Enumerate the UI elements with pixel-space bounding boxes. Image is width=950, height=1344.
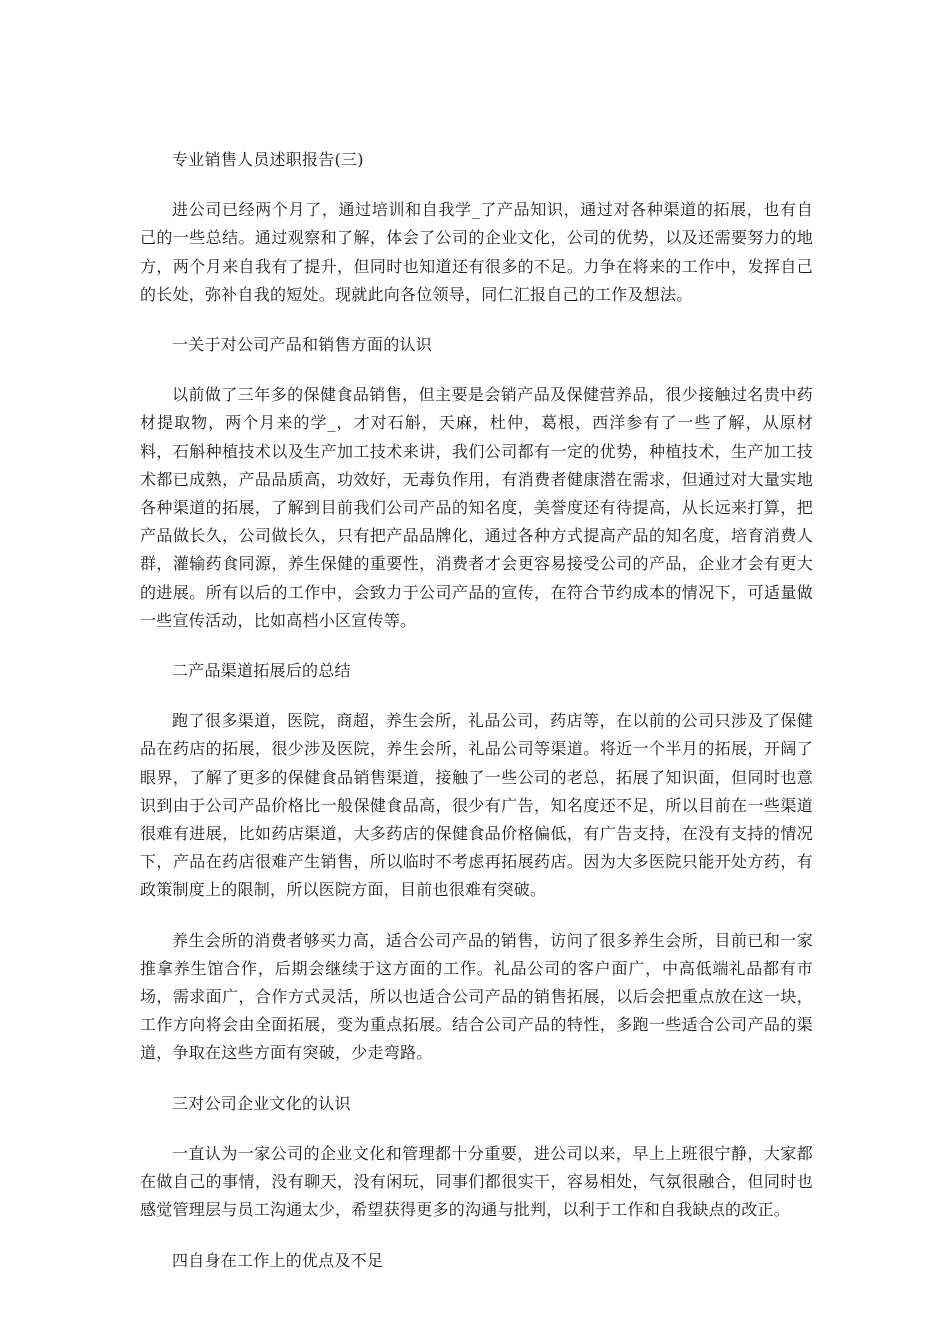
section-1-paragraph: 以前做了三年多的保健食品销售，但主要是会销产品及保健营养品，很少接触过名贵中药材提取物，两个月来的学_，才对石斛，天麻，杜仲，葛根，西洋参有了一些了解，从原材料，石斛种植技术以及生产加工技术来讲，我们公司都有一定的优势，种植技术，生产加工技术都已成熟，产品品质高，功效好，无毒负作用，有消费者健康潜在需求，但通过对大量实地各种渠道的拓展，了解到目前我们公司产品的知名度，美誉度还有待提高，从长远来打算，把产品做长久，公司做长久，只有把产品品牌化，通过各种方式提高产品的知名度，培育消费人群，灌输药食同源，养生保健的重要性，消费者才会更容易接受公司的产品，企业才会有更大的进展。所有以后的工作中，会致力于公司产品的宣传，在符合节约成本的情况下，可适量做一些宣传活动，比如高档小区宣传等。: [140, 385, 813, 630]
document-body: [140, 146, 813, 1275]
section-heading-3: 三对公司企业文化的认识: [172, 1093, 351, 1113]
section-heading-1: 一关于对公司产品和销售方面的认识: [172, 335, 433, 355]
section-3-paragraph: 一直认为一家公司的企业文化和管理都十分重要，进公司以来，早上上班很宁静，大家都在做自己的事情，没有聊天，没有闲玩，同事们都很实干，容易相处，气氛很融合，但同时也感觉管理层与员工沟通太少，希望获得更多的沟通与批判，以利于工作和自我缺点的改正。: [140, 1143, 813, 1220]
section-2-paragraph-1: 跑了很多渠道，医院，商超，养生会所，礼品公司，药店等，在以前的公司只涉及了保健品在药店的拓展，很少涉及医院，养生会所，礼品公司等渠道。将近一个半月的拓展，开阔了眼界，了解了更多的保健食品销售渠道，接触了一些公司的老总，拓展了知识面，但同时也意识到由于公司产品价格比一般保健食品高，很少有广告，知名度还不足，所以目前在一些渠道很难有进展，比如药店渠道，大多药店的保健食品价格偏低，有广告支持，在没有支持的情况下，产品在药店很难产生销售，所以临时不考虑再拓展药店。因为大多医院只能开处方药，有政策制度上的限制，所以医院方面，目前也很难有突破。: [140, 711, 813, 900]
section-heading-4: 四自身在工作上的优点及不足: [172, 1250, 384, 1270]
intro-paragraph: 进公司已经两个月了，通过培训和自我学_了产品知识，通过对各种渠道的拓展，也有自己的一些总结。通过观察和了解，体会了公司的企业文化，公司的优势，以及还需要努力的地方，两个月来自我有了提升，但同时也知道还有很多的不足。力争在将来的工作中，发挥自己的长处，弥补自我的短处。现就此向各位领导，同仁汇报自己的工作及想法。: [140, 200, 813, 304]
section-2-paragraph-2: 养生会所的消费者够买力高，适合公司产品的销售，访问了很多养生会所，目前已和一家推拿养生馆合作，后期会继续于这方面的工作。礼品公司的客户面广，中高低端礼品都有市场，需求面广，合作方式灵活，所以也适合公司产品的销售拓展，以后会把重点放在这一块，工作方向将会由全面拓展，变为重点拓展。结合公司产品的特性，多跑一些适合公司产品的渠道，争取在这些方面有突破，少走弯路。: [140, 930, 813, 1063]
section-heading-2: 二产品渠道拓展后的总结: [172, 661, 351, 681]
document-title: 专业销售人员述职报告(三): [172, 150, 364, 169]
